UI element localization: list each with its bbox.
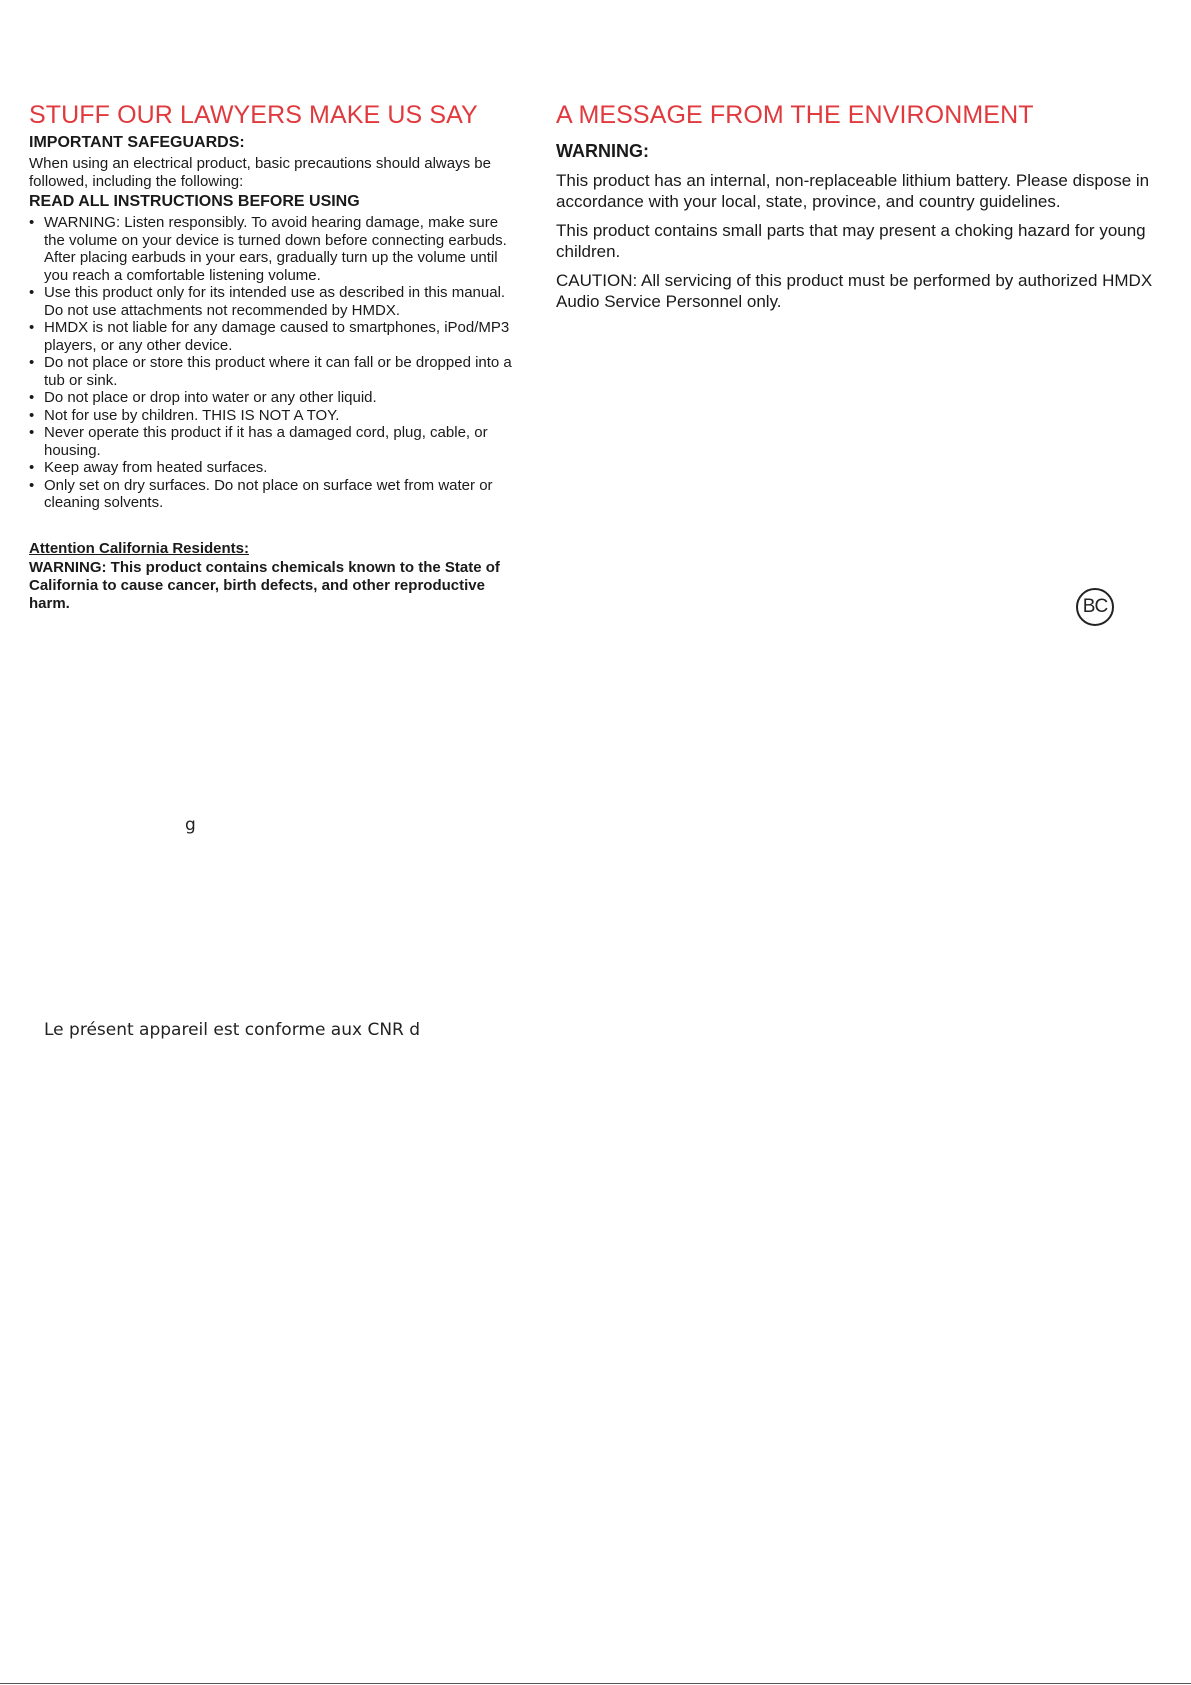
environment-heading: A MESSAGE FROM THE ENVIRONMENT [556,101,1034,129]
safeguards-intro: When using an electrical product, basic precautions should always be followed, including the following: [29,155,491,190]
list-item: • WARNING: Listen responsibly. To avoid hearing damage, make sure the volume on your device is turned down before connecting earbuds. After placing earbuds in your ears, gradually turn up the volume until you reach a comfortable listening volume. [44,214,519,284]
instructions-title: READ ALL INSTRUCTIONS BEFORE USING [29,193,360,210]
california-warning: WARNING: This product contains chemicals known to the State of California to cause cancer, birth defects, and other reproductive harm. [29,558,500,612]
page-bottom-rule [0,1683,1191,1684]
warning-title: WARNING: [556,141,649,161]
safeguards-title: IMPORTANT SAFEGUARDS: [29,134,245,151]
list-item: • Do not place or drop into water or any other liquid. [44,389,519,407]
lawyers-heading: STUFF OUR LAWYERS MAKE US SAY [29,101,478,129]
right-column [556,100,1156,320]
bc-mark-label: BC [1082,596,1108,617]
bc-recycling-mark-icon [1076,588,1114,626]
list-item: • Use this product only for its intended use as described in this manual. Do not use attachments not recommended by HMDX. [44,284,519,319]
list-item: • HMDX is not liable for any damage caused to smartphones, iPod/MP3 players, or any other device. [44,319,519,354]
left-column [29,100,519,613]
list-item: • Only set on dry surfaces. Do not place on surface wet from water or cleaning solvents. [44,477,519,512]
list-item: • Not for use by children. THIS IS NOT A TOY. [44,407,519,425]
list-item: • Keep away from heated surfaces. [44,459,519,477]
clipped-french-text-fragment [44,1020,474,1042]
choking-paragraph: This product contains small parts that may present a choking hazard for young children. [556,221,1146,261]
fragment-text: g [185,815,196,835]
list-item: • Do not place or store this product where it can fall or be dropped into a tub or sink. [44,354,519,389]
list-item: • Never operate this product if it has a damaged cord, plug, cable, or housing. [44,424,519,459]
clipped-text-fragment [185,815,196,835]
attention-california-title: Attention California Residents: [29,539,250,557]
caution-paragraph: CAUTION: All servicing of this product must be performed by authorized HMDX Audio Service Personnel only. [556,271,1153,311]
safeguard-list [29,214,519,512]
fragment-text: Le présent appareil est conforme aux CNR d [44,1020,421,1040]
battery-paragraph: This product has an internal, non-replaceable lithium battery. Please dispose in accordance with your local, state, province, and country guidelines. [556,171,1150,211]
